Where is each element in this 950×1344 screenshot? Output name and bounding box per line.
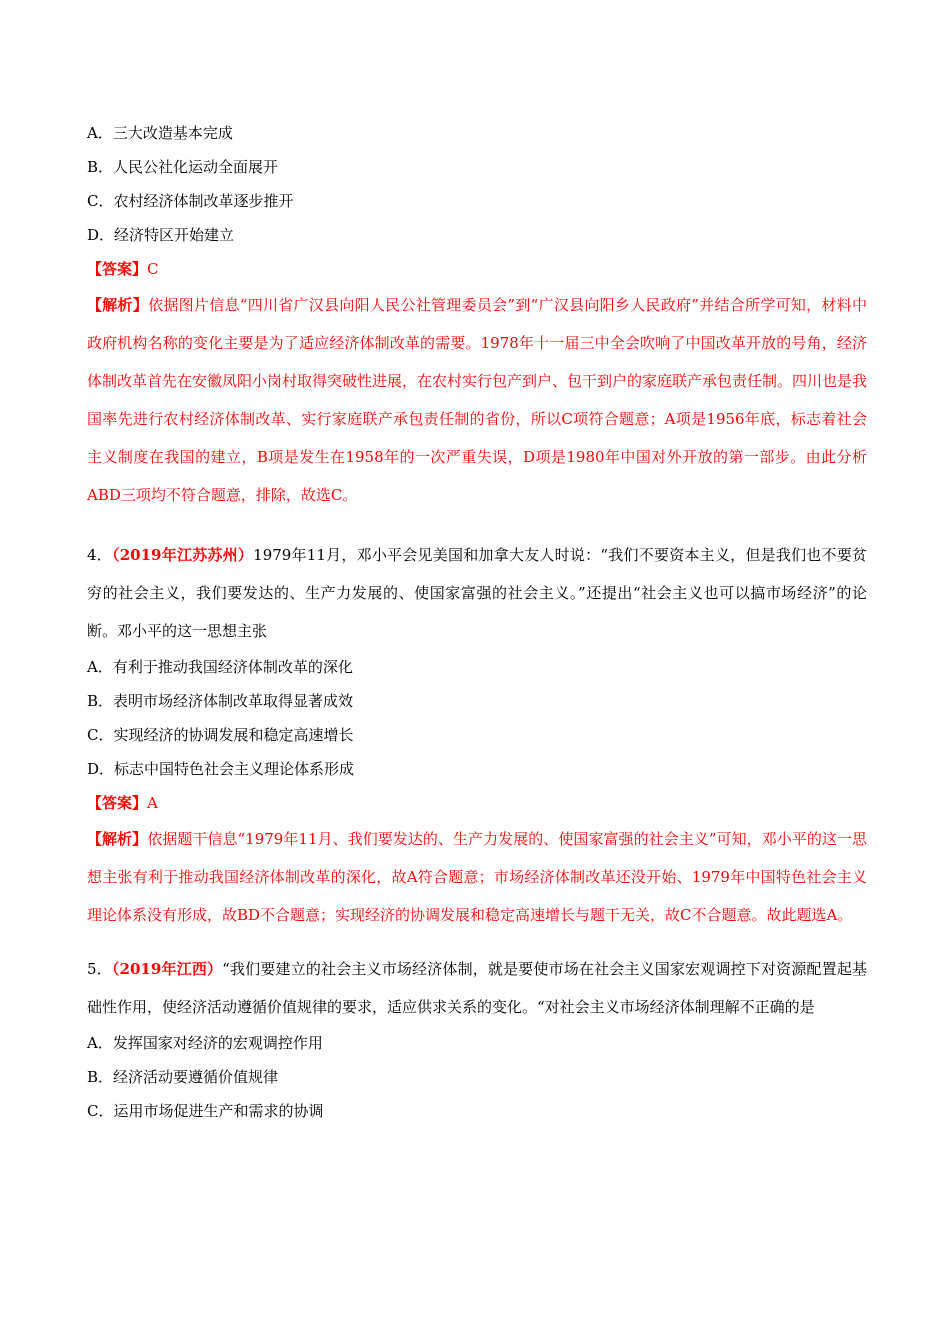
analysis-label: 【解析】 xyxy=(87,296,149,314)
answer-value: A xyxy=(147,794,158,812)
question-3 xyxy=(87,116,867,514)
question-stem xyxy=(87,950,867,1026)
analysis xyxy=(87,286,867,514)
question-number: 5． xyxy=(87,960,112,978)
option-a: A．三大改造基本完成 xyxy=(87,124,233,142)
document-page xyxy=(87,116,867,1128)
answer xyxy=(87,786,867,820)
analysis-text: 依据图片信息“四川省广汉县向阳人民公社管理委员会”到“广汉县向阳乡人民政府”并结合所学可知，材料中政府机构名称的变化主要是为了适应经济体制改革的需要。1978年十一届三中全会吹响了中国改革开放的号角，经济体制改革首先在安徽凤阳小岗村取得突破性进展，在农村实行包产到户、包干到户的家庭联产承包责任制。四川也是我国率先进行农村经济体制改革、实行家庭联产承包责任制的省份，所以C项符合题意；A项是1956年底，标志着社会主义制度在我国的建立，B项是发生在1958年的一次严重失误，D项是1980年中国对外开放的第一部步。由此分析ABD三项均不符合题意，排除，故选C。 xyxy=(87,296,868,504)
option-a: A．发挥国家对经济的宏观调控作用 xyxy=(87,1034,323,1052)
answer xyxy=(87,252,867,286)
option-c: C．农村经济体制改革逐步推开 xyxy=(87,192,294,210)
answer-label: 【答案】 xyxy=(87,794,148,812)
analysis xyxy=(87,820,867,934)
question-stem xyxy=(87,536,867,650)
option-c: C．运用市场促进生产和需求的协调 xyxy=(87,1102,324,1120)
spacer xyxy=(87,934,867,950)
stem-text: “我们要建立的社会主义市场经济体制，就是要使市场在社会主义国家宏观调控下对资源配置起基础性作用，使经济活动遵循价值规律的要求，适应供求关系的变化。“对社会主义市场经济体制理解不正确的是 xyxy=(87,960,867,1016)
option-b: B．人民公社化运动全面展开 xyxy=(87,158,279,176)
option-a: A．有利于推动我国经济体制改革的深化 xyxy=(87,658,353,676)
question-source: （2019年江苏苏州） xyxy=(112,546,254,564)
stem-text: 1979年11月，邓小平会见美国和加拿大友人时说：“我们不要资本主义，但是我们也不要贫穷的社会主义，我们要发达的、生产力发展的、使国家富强的社会主义。”还提出“社会主义也可以搞市场经济”的论断。邓小平的这一思想主张 xyxy=(87,546,868,640)
option-c: C．实现经济的协调发展和稳定高速增长 xyxy=(87,726,354,744)
question-number: 4． xyxy=(87,546,113,564)
answer-label: 【答案】 xyxy=(87,260,148,278)
analysis-label: 【解析】 xyxy=(87,830,148,848)
spacer xyxy=(87,514,867,536)
question-5 xyxy=(87,950,867,1128)
option-d: D．经济特区开始建立 xyxy=(87,226,235,244)
question-source: （2019年江西） xyxy=(111,960,223,978)
analysis-text: 依据题干信息“1979年11月、我们要发达的、生产力发展的、使国家富强的社会主义”可知，邓小平的这一思想主张有利于推动我国经济体制改革的深化，故A符合题意；市场经济体制改革还没开始、1979年中国特色社会主义理论体系没有形成，故BD不合题意；实现经济的协调发展和稳定高速增长与题干无关，故C不合题意。故此题选A。 xyxy=(87,830,867,924)
option-b: B．经济活动要遵循价值规律 xyxy=(87,1068,279,1086)
option-d: D．标志中国特色社会主义理论体系形成 xyxy=(87,760,355,778)
answer-value: C xyxy=(147,260,159,278)
option-b: B．表明市场经济体制改革取得显著成效 xyxy=(87,692,354,710)
question-4 xyxy=(87,536,867,934)
